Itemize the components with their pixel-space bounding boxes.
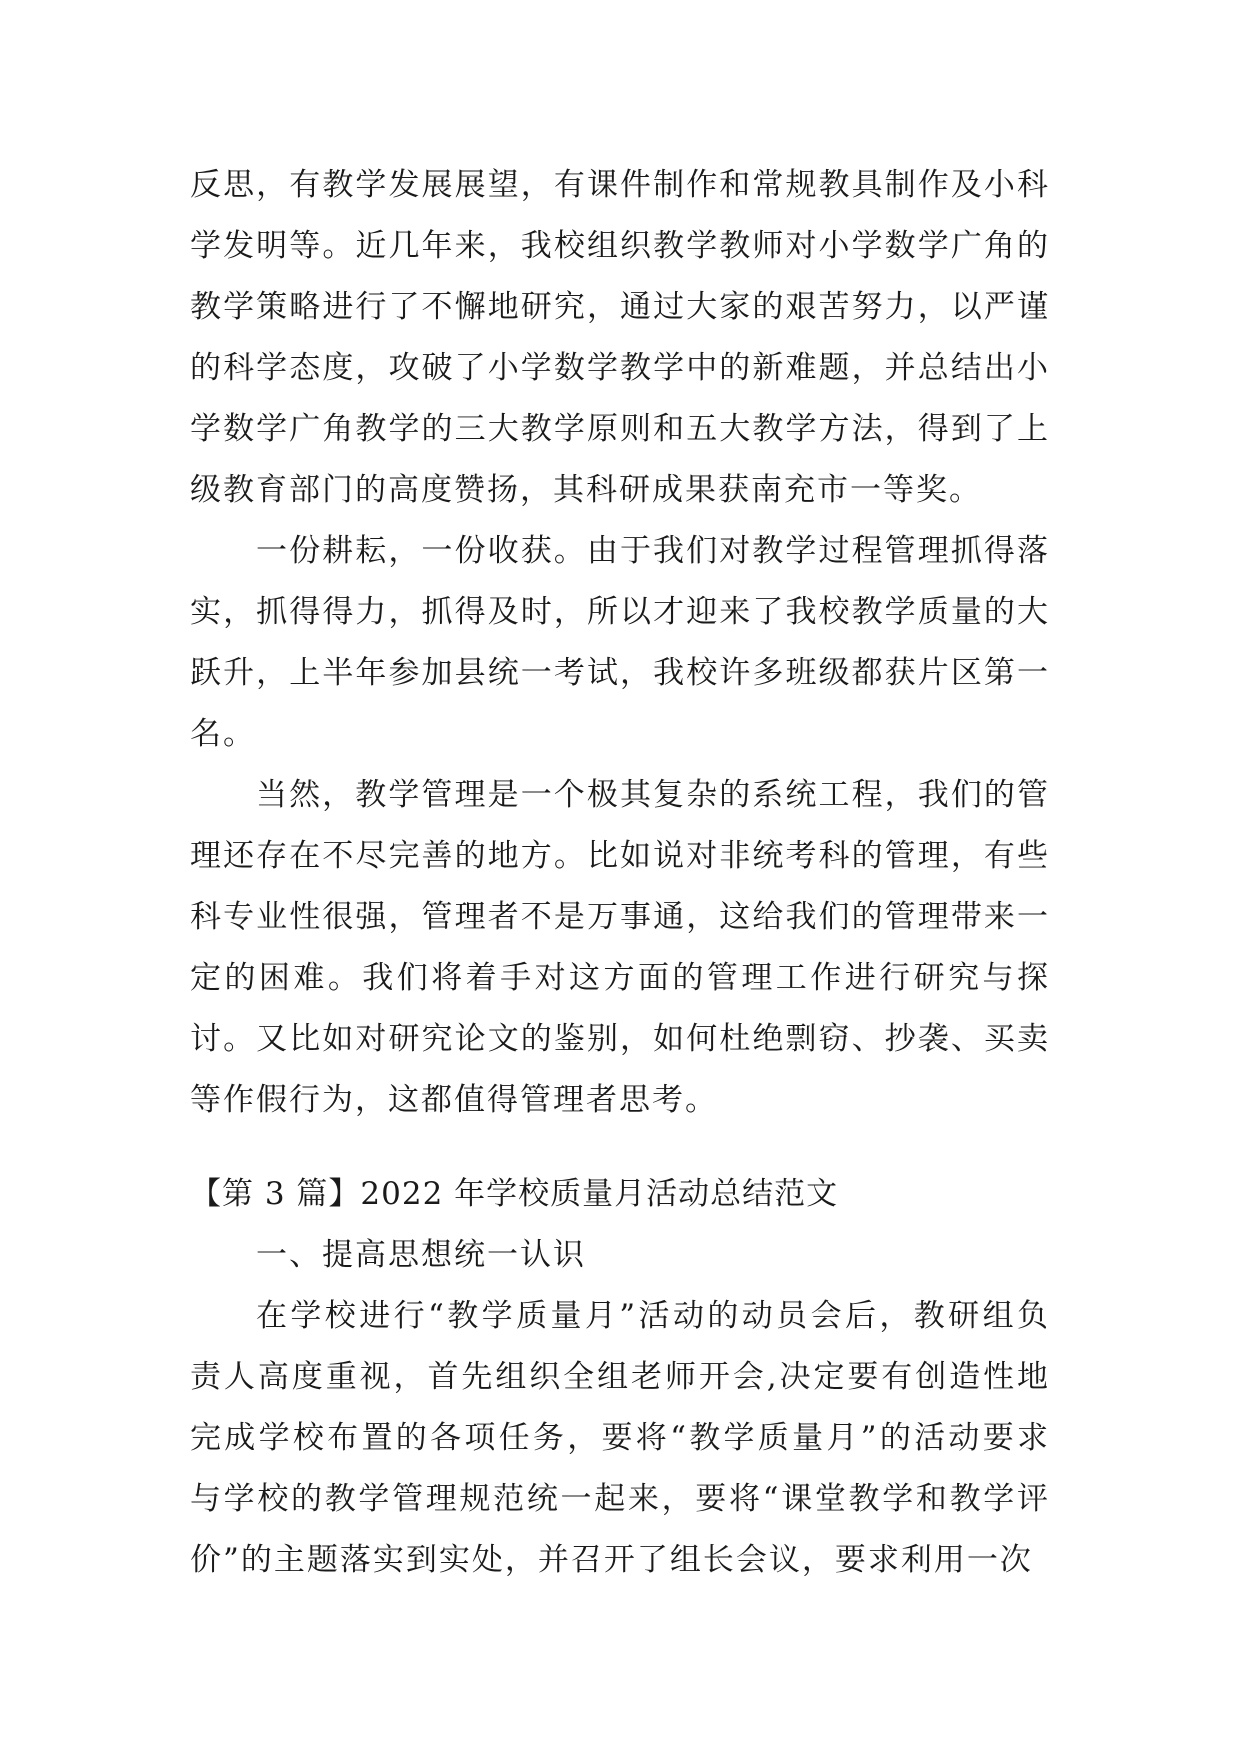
section-heading-1: 一、提高思想统一认识 xyxy=(256,1237,586,1273)
paragraph-harvest: 一份耕耘，一份收获。由于我们对教学过程管理抓得落实，抓得得力，抓得及时，所以才迎来了我校教学质量的大跃升，上半年参加县统一考试，我校许多班级都获片区第一名。 xyxy=(190,533,1050,752)
paragraph-quality-month: 在学校进行“教学质量月”活动的动员会后，教研组负责人高度重视，首先组织全组老师开会,决定要有创造性地完成学校布置的各项任务，要将“教学质量月”的活动要求与学校的教学管理规范统一起来，要将“课堂教学和教学评价”的主题落实到实处，并召开了组长会议，要求利用一次 xyxy=(190,1298,1050,1578)
document-body xyxy=(190,155,1050,1591)
paragraph-reflection: 反思，有教学发展展望，有课件制作和常规教具制作及小科学发明等。近几年来，我校组织教学教师对小学数学广角的教学策略进行了不懈地研究，通过大家的艰苦努力，以严谨的科学态度，攻破了小学数学教学中的新难题，并总结出小学数学广角教学的三大教学原则和五大教学方法，得到了上级教育部门的高度赞扬，其科研成果获南充市一等奖。 xyxy=(190,167,1050,508)
paragraph-management-issues: 当然，教学管理是一个极其复杂的系统工程，我们的管理还存在不尽完善的地方。比如说对非统考科的管理，有些科专业性很强，管理者不是万事通，这给我们的管理带来一定的困难。我们将着手对这方面的管理工作进行研究与探讨。又比如对研究论文的鉴别，如何杜绝剽窃、抄袭、买卖等作假行为，这都值得管理者思考。 xyxy=(190,777,1050,1118)
section-title: 【第 3 篇】2022 年学校质量月活动总结范文 xyxy=(190,1176,839,1212)
